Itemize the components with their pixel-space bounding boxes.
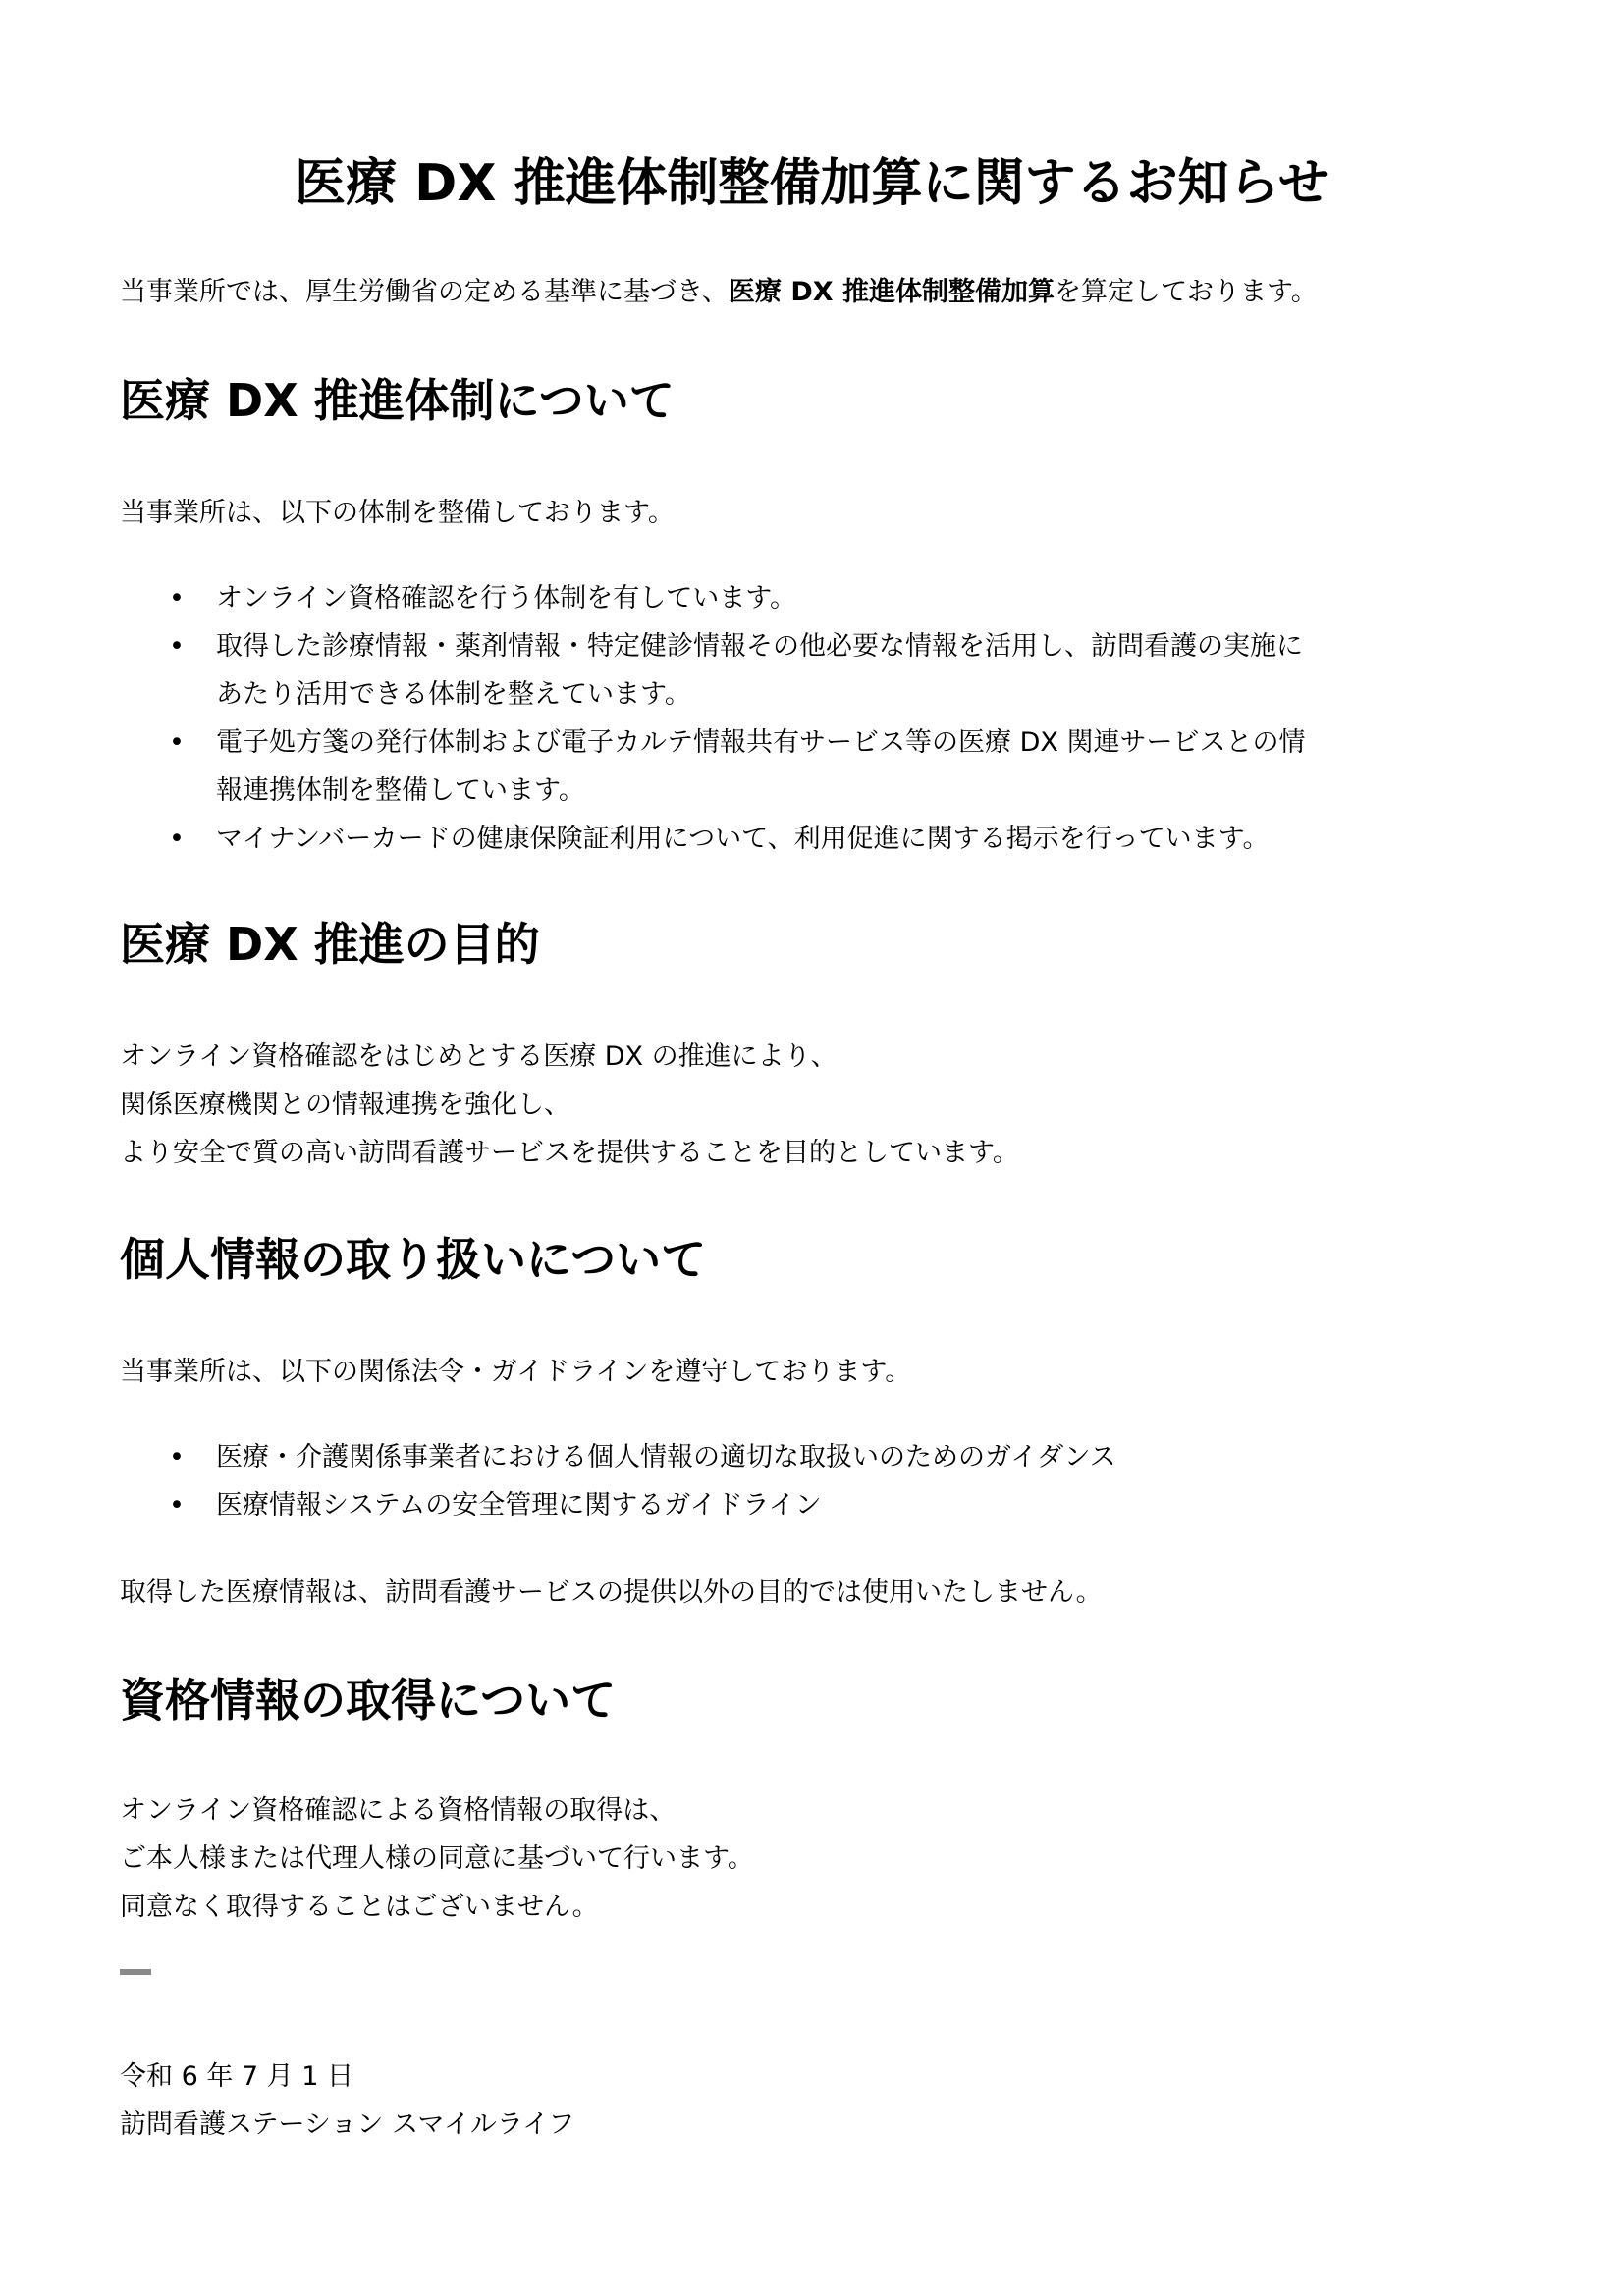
section-line-eligibility-3: 同意なく取得することはございません。 [120, 1892, 599, 1922]
list-item [167, 1481, 1116, 1529]
section-lead-privacy: 当事業所は、以下の関係法令・ガイドラインを遵守しております。 [120, 1357, 912, 1387]
section-line-eligibility-1: オンライン資格確認による資格情報の取得は、 [120, 1795, 677, 1826]
divider [120, 1969, 151, 1975]
list-item [167, 719, 1305, 815]
bullet-icon: • [169, 631, 185, 662]
bullet-icon: • [169, 583, 185, 614]
intro-text-before: 当事業所では、厚生労働省の定める基準に基づき、 [120, 277, 729, 307]
bullet-icon: • [169, 824, 185, 854]
list-item [167, 574, 1305, 622]
list-item-text: 電子処方箋の発行体制および電子カルテ情報共有サービス等の医療 DX 関連サービスとの情 報連携体制を整備しています。 [216, 727, 1306, 806]
section-heading-privacy: 個人情報の取り扱いについて [120, 1233, 707, 1286]
bullet-icon: • [169, 1442, 185, 1472]
bullet-icon: • [169, 727, 185, 758]
list-item-text: 医療情報システムの安全管理に関するガイドライン [216, 1490, 822, 1521]
footer-organization: 訪問看護ステーション スマイルライフ [120, 2109, 575, 2140]
list-item-text: マイナンバーカードの健康保険証利用について、利用促進に関する掲示を行っています。 [216, 824, 1270, 854]
list-item [167, 622, 1305, 719]
page-title: 医療 DX 推進体制整備加算に関するお知らせ [295, 154, 1329, 213]
list-item [167, 815, 1305, 863]
footer-date: 令和 6 年 7 月 1 日 [120, 2061, 354, 2092]
intro-text-after: を算定しております。 [1054, 277, 1318, 307]
bullet-list-dx-system [167, 574, 1305, 863]
bullet-list-privacy [167, 1433, 1116, 1529]
section-line-dx-purpose-1: オンライン資格確認をはじめとする医療 DX の推進により、 [120, 1041, 838, 1072]
section-closing-privacy: 取得した医療情報は、訪問看護サービスの提供以外の目的では使用いたしません。 [120, 1577, 1103, 1608]
list-item-text: オンライン資格確認を行う体制を有しています。 [216, 583, 797, 614]
section-heading-eligibility: 資格情報の取得について [120, 1674, 617, 1727]
intro-paragraph [120, 271, 1318, 314]
section-line-eligibility-2: ご本人様または代理人様の同意に基づいて行います。 [120, 1843, 754, 1874]
list-item-text: 取得した診療情報・薬剤情報・特定健診情報その他必要な情報を活用し、訪問看護の実施に あたり活用できる体制を整えています。 [216, 631, 1303, 710]
list-item [167, 1433, 1116, 1481]
section-line-dx-purpose-2: 関係医療機関との情報連携を強化し、 [120, 1090, 570, 1120]
bullet-icon: • [169, 1490, 185, 1521]
intro-text-bold: 医療 DX 推進体制整備加算 [728, 277, 1055, 307]
section-heading-dx-purpose: 医療 DX 推進の目的 [120, 918, 540, 971]
list-item-text: 医療・介護関係事業者における個人情報の適切な取扱いのためのガイダンス [216, 1442, 1116, 1472]
section-line-dx-purpose-3: より安全で質の高い訪問看護サービスを提供することを目的としています。 [120, 1138, 1019, 1168]
section-heading-dx-system: 医療 DX 推進体制について [120, 374, 675, 427]
section-lead-dx-system: 当事業所は、以下の体制を整備しております。 [120, 498, 675, 528]
